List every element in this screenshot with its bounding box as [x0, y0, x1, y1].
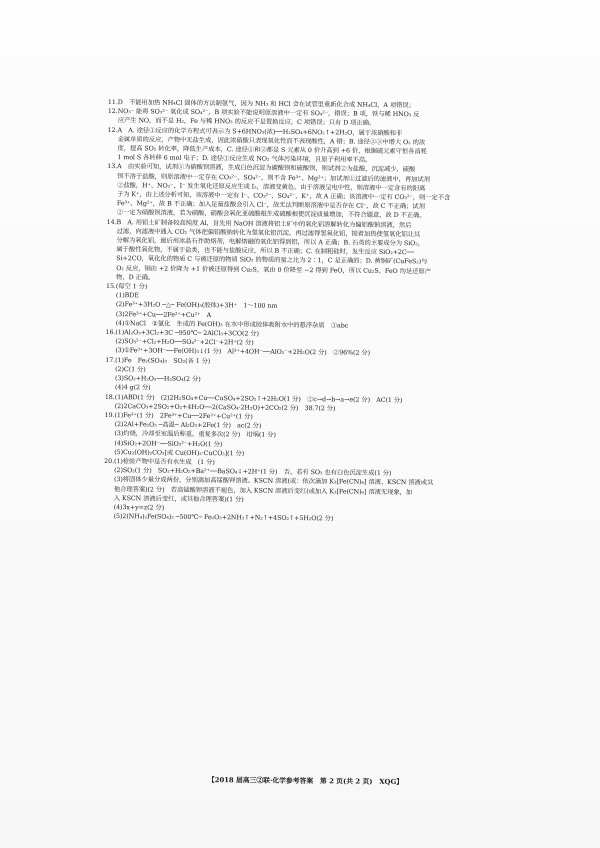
answer-line: (2)Fe³⁺+3H₂O ─△─ Fe(OH)₃(胶体)+3H⁺ 1～100 nm — [115, 301, 278, 311]
answer-line: 他合理答案)(2 分) 若高锰酸钾溶液不褪色，加入 KSCN 溶液后变红(或加入 K₃[Fe(CN)₆] 溶液无现象，加 — [113, 485, 413, 496]
answer-line: (3)将固体少量分成两份，分别滴加高锰酸钾溶液、KSCN 溶液(或：依次滴加 K₃[Fe(CN)₆] 溶液、KSCN 溶液或其 — [113, 476, 434, 487]
answer-line: 子为 K⁺，由上述分析可知，该溶液中一定有 I⁻、CO₃²⁻、SO₄²⁻、K⁺，故 A 正确；该溶液中一定有 CO₃²⁻，则一定不含 — [116, 191, 451, 202]
answer-line: 金属单质的反应，产物中无盐生成，因此浓硝酸只表现氧化性而不表现酸性，A 错；B. 途径②③中增大 O₂ 的浓 — [117, 135, 426, 147]
answer-line: 属于酸性氧化物，不属于盐类，也不能与盐酸反应，所以 B 不正确；C. 在制粗硅时，发生反应 SiO₂+2C── — [116, 246, 415, 257]
answer-line: 1 mol S 各转移 6 mol 电子；D. 途径①反应生成 NO₂ 气体污染环境，且原子利用率不高。 — [117, 154, 372, 164]
answer-line: 20.(1)检验产物中是否有水生成 (1 分) — [104, 457, 215, 467]
answer-line: 15.(每空 1 分) — [105, 283, 148, 291]
answer-line: (2)C(1 分) — [115, 365, 146, 374]
answer-line: Fe³⁺、Mg²⁺，故 B 不正确；加入足量盐酸会引入 Cl⁻，故无法判断原溶液中是否存在 Cl⁻，故 C 不正确；试剂 — [116, 200, 425, 211]
answer-line: (3)2Fe³⁺+Cu──2Fe²⁺+Cu²⁺ A — [115, 310, 212, 319]
answer-line: (1)BDE — [115, 292, 139, 300]
answer-line: 19.(1)Fe³⁺(1 分) 2Fe³⁺+Cu──2Fe²⁺+Cu²⁺(1 分) — [104, 411, 253, 421]
answer-line: (3)灼烧，冷却至室温后称重，重复多次(2 分) 坩埚(1 分) — [114, 430, 276, 440]
answer-line: 12.NO₃⁻ 能将 SO₃²⁻ 氧化成 SO₄²⁻，B 项实验不能说明原溶液中一定有 SO₄²⁻，错误；B 项，铁与稀 HNO₃ 反 — [107, 108, 420, 119]
answer-line: 度，提高 SO₂ 转化率，降低生产成本，C. 途径①和②都是 S 元素从 0 价升高到 +6 价，根据硫元素守恒各消耗 — [117, 145, 427, 156]
answer-line: (2)2Al+Fe₂O₃ ─高温─ Al₂O₃+2Fe(1 分) ac(2 分) — [114, 421, 262, 430]
answer-line: (4)SiO₂+2OH⁻──SiO₃²⁻+H₂O(1 分) — [114, 439, 223, 448]
answer-line: (2)2CaCO₃+2SO₂+O₂+4H₂O──2(CaSO₄·2H₂O)+2CO₂(2 分) 38.7(2 分) — [114, 402, 336, 413]
answer-line: 应产生 NO，而不是 H₂，Fe 与稀 HNO₃ 的反应不是置换反应，C 项错误；只有 D 项正确。 — [117, 117, 376, 128]
answer-line: 17.(1)Fe Fe₂(SO₄)₃ SO₂(各 1 分) — [105, 356, 211, 365]
answer-line: O₂ 反应，铜由 +2 价降为 +1 价被还原得到 Cu₂S，氧由 0 价降至 −2 得到 FeO，所以 Cu₂S、FeO 均是还原产 — [116, 264, 431, 276]
answer-line: (4)①NaCl ②氯化 生成的 Fe(OH)₃ 在水中形成胶体吸附水中的悬浮杂质 ③abc — [115, 319, 349, 330]
answer-line: (2)SO₃²⁻+Cl₂+H₂O──SO₄²⁻+2Cl⁻+2H⁺(2 分) — [115, 338, 254, 347]
answer-line: (4)3x+y=z(2 分) — [113, 504, 165, 512]
answer-line: (2)SO₂(1 分) SO₂+H₂O₂+Ba²⁺──BaSO₄↓+2H⁺(1 分) 否，若有 SO₃ 也有白色沉淀生成(1 分) — [114, 467, 392, 478]
answer-line: 入 KSCN 溶液后变红，或其他合理答案)(1 分) — [113, 494, 244, 504]
answer-key-body — [104, 98, 518, 526]
answer-line: 16.(1)Al₂O₃+3Cl₂+3C ─950℃─ 2AlCl₃+3CO(2 分) — [105, 329, 259, 338]
answer-line: (5)Cu₂(OH)₂CO₃[或 Cu(OH)₂·CuCO₃](1 分) — [114, 448, 245, 458]
answer-line: 13.A 由实验可知，试剂①为硝酸钡溶液，生成白色沉淀为碳酸钡和硫酸钡，则试剂②为盐酸，沉淀减少，硫酸 — [107, 163, 416, 174]
answer-line: (5)2(NH₄)₂Fe(SO₄)₂ ─500℃─ Fe₂O₃+2NH₃↑+N₂↑+4SO₂↑+5H₂O(2 分) — [113, 513, 334, 523]
answer-line: 过滤，向滤液中通入 CO₂ 气体把偏铝酸钠转化为氢氧化铝沉淀，再过滤得氢氧化铝，接着加热使氢氧化铝让其 — [116, 227, 421, 239]
answer-line: (3)①Fe³⁺+3OH⁻──Fe(OH)₃↓(1 分) Al³⁺+4OH⁻──AlO₂⁻+2H₂O(2 分) ②96%(2 分) — [115, 347, 371, 358]
answer-line: ②盐酸，H⁺、NO₃⁻、I⁻ 发生氧化还原反应生成 I₂，溶液变黄色，由于溶液呈电中性，则溶液中一定含有的阳离 — [117, 181, 426, 193]
answer-line: (3)SO₂+H₂O₂──H₂SO₄(2 分) — [115, 375, 201, 384]
answer-line: 18.(1)ABD(1 分) (2)2H₂SO₄+Cu──CuSO₄+2SO₂↑+2H₂O(1 分) ②c→d→b→a→e(2 分) AC(1 分) — [104, 393, 403, 404]
answer-line: 物，D 正确。 — [116, 273, 155, 282]
answer-line: 分解为氧化铝，最后用冰晶石作助熔剂，电解熔融的氧化铝得到铝，所以 A 正确；B. 石英的主要成分为 SiO₂， — [116, 237, 425, 248]
answer-line: 11.D 不能用加热 NH₄Cl 固体的方法制氨气，因为 NH₃ 和 HCl 会在试管里重新化合成 NH₄Cl，A 项错误； — [107, 98, 415, 110]
answer-line: (4)4 g(2 分) — [114, 384, 151, 392]
answer-line: ②一定为硝酸钡溶液，若为硝酸，硝酸会氧化亚硫酸根生成硫酸根使沉淀质量增加，不符合题意，故 D 不正确。 — [116, 209, 426, 220]
answer-line: Si+2CO，氧化化的物质 C 与被还原的物质 SiO₂ 的物质的量之比为 2∶1，C 是正确的；D. 黄铜矿(CuFeS₂)与 — [116, 255, 428, 266]
answer-line: 12.A A. 途径①反应的化学方程式可表示为 S+6HNO₃(浓)──H₂SO₄+6NO₂↑+2H₂O，属于浓硝酸和非 — [107, 126, 403, 137]
answer-line: 14.B A. 用铝土矿制备较高纯度 Al，首先用 NaOH 溶液将铝土矿中的氧化铝溶解转化为偏铝酸钠溶液，然后 — [106, 218, 412, 229]
answer-line: 钡不溶于盐酸，则原溶液中一定存在 CO₃²⁻、SO₄²⁻，则不含 Fe³⁺、Mg²⁺；加试剂①过滤后的滤液中，再加试剂 — [117, 172, 430, 184]
page-footer: 【2018 届高三②联·化学参考答案 第 2 页(共 2 页) XQG】 — [207, 775, 404, 787]
